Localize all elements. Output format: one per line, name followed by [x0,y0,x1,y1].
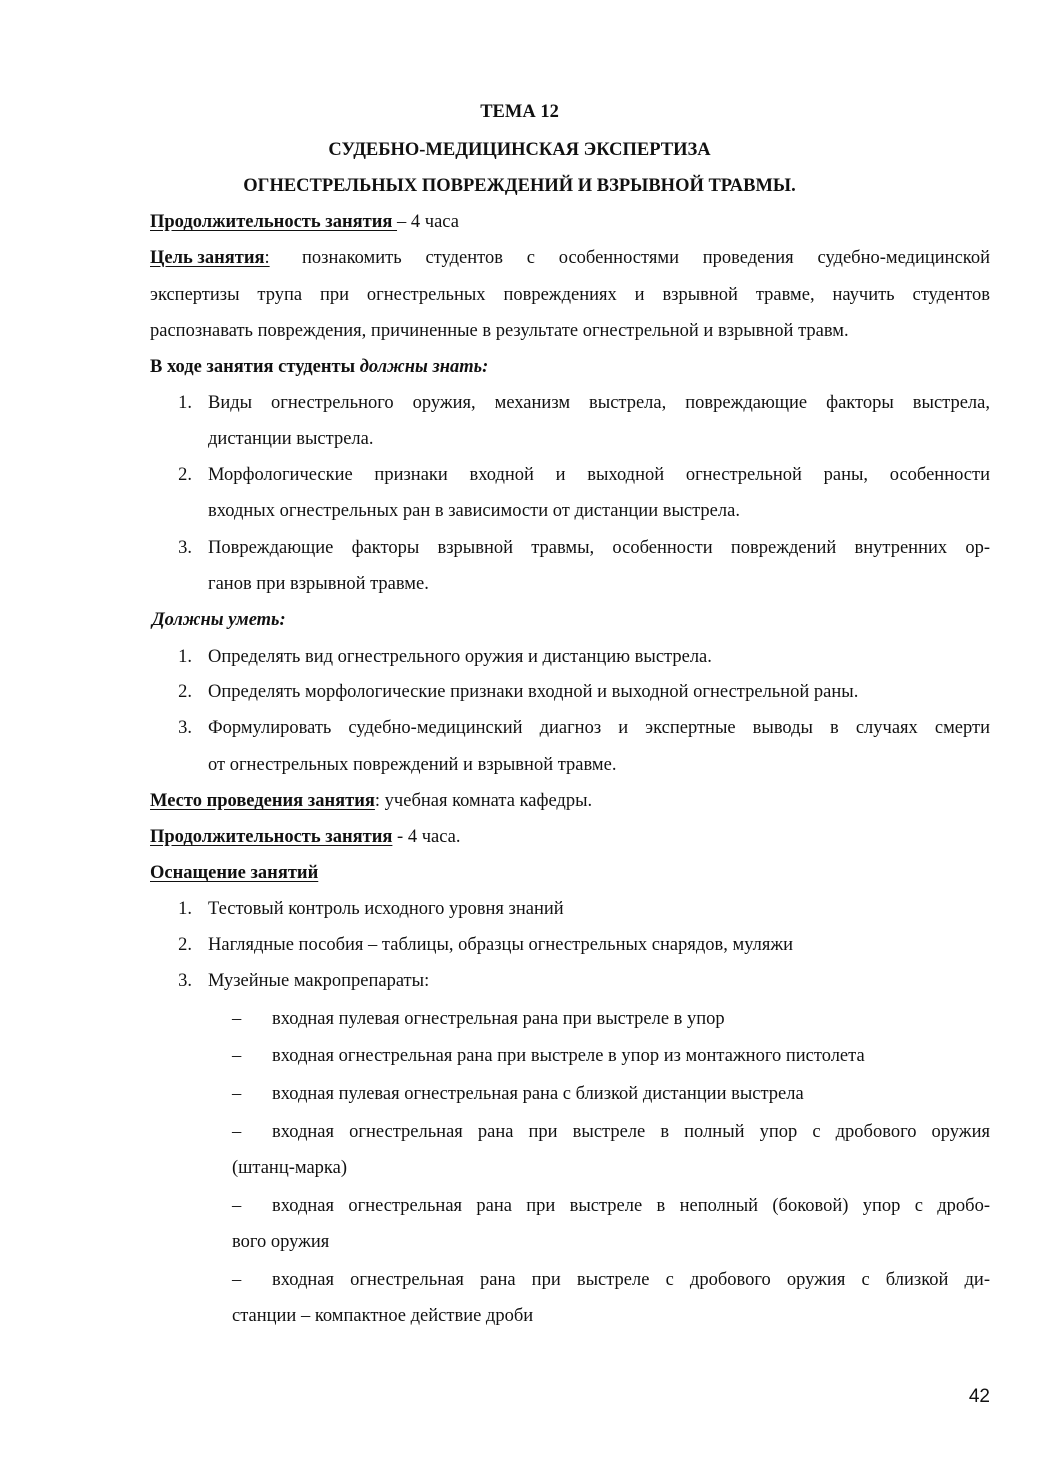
list-number: 1. [178,899,192,919]
specimen-continuation: вого оружия [232,1232,330,1252]
duration-label-2: Продолжительность занятия [150,827,393,847]
goal-colon: : [264,248,270,268]
list-item-text: Виды огнестрельного оружия, механизм выстрела, повреждающие факторы выстрела, [208,393,990,413]
duration-value-2: - 4 часа. [392,827,461,847]
list-item-continuation: от огнестрельных повреждений и взрывной травме. [208,755,617,775]
list-number: 3. [178,718,192,738]
list-item-text: Музейные макропрепараты: [208,971,430,991]
know-heading [150,356,488,378]
list-number: 2. [178,682,192,702]
list-item-text: Наглядные пособия – таблицы, образцы огнестрельных снарядов, муляжи [208,935,794,955]
specimen-text: входная пулевая огнестрельная рана с близкой дистанции выстрела [272,1084,804,1104]
specimen-text: входная огнестрельная рана при выстреле в полный упор с дробового оружия [272,1122,990,1142]
know-heading-italic: должны знать: [359,357,489,377]
duration-value: – 4 часа [397,212,459,232]
place-label: Место проведения занятия [150,791,375,811]
place-row [150,790,592,812]
duration-label: Продолжительность занятия [150,212,398,232]
goal-label: Цель занятия [150,248,265,268]
list-item-text: Тестовый контроль исходного уровня знаний [208,899,564,919]
list-number: 2. [178,465,192,485]
dash-bullet: – [232,1009,242,1029]
dash-bullet: – [232,1084,242,1104]
goal-row [150,247,990,269]
specimen-continuation: (штанц-марка) [232,1158,348,1178]
dash-bullet: – [232,1046,242,1066]
equipment-heading: Оснащение занятий [150,863,319,883]
list-item-text: Повреждающие факторы взрывной травмы, особенности повреждений внутренних ор- [208,538,990,558]
specimen-text: входная огнестрельная рана при выстреле в упор из монтажного пистолета [272,1046,865,1066]
place-value: : учебная комната кафедры. [374,791,593,811]
dash-bullet: – [232,1270,242,1290]
list-number: 3. [178,538,192,558]
list-number: 1. [178,647,192,667]
goal-text-line-2: экспертизы трупа при огнестрельных повреждениях и взрывной травме, научить студентов [150,285,990,305]
skills-heading: Должны уметь: [152,610,286,630]
list-item-text: Морфологические признаки входной и выходной огнестрельной раны, особенности [208,465,990,485]
page-title-line-1: СУДЕБНО-МЕДИЦИНСКАЯ ЭКСПЕРТИЗА [328,140,711,160]
specimen-text: входная пулевая огнестрельная рана при выстреле в упор [272,1009,725,1029]
list-item-continuation: ганов при взрывной травме. [208,574,429,594]
specimen-text: входная огнестрельная рана при выстреле в неполный (боковой) упор с дробо- [272,1196,990,1216]
page-number: 42 [968,1386,990,1407]
list-number: 3. [178,971,192,991]
list-number: 1. [178,393,192,413]
list-item-text: Определять вид огнестрельного оружия и дистанцию выстрела. [208,647,712,667]
list-item-continuation: дистанции выстрела. [208,429,374,449]
goal-text-line-3: распознавать повреждения, причиненные в результате огнестрельной и взрывной травм. [150,321,849,341]
list-item-text: Определять морфологические признаки входной и выходной огнестрельной раны. [208,682,859,702]
topic-number: ТЕМА 12 [480,102,559,122]
page-title-line-2: ОГНЕСТРЕЛЬНЫХ ПОВРЕЖДЕНИЙ И ВЗРЫВНОЙ ТРАВМЫ. [243,176,796,196]
goal-text-line-1: познакомить студентов с особенностями проведения судебно-медицинской [302,248,990,268]
specimen-text: входная огнестрельная рана при выстреле с дробового оружия с близкой ди- [272,1270,990,1290]
list-item-continuation: входных огнестрельных ран в зависимости от дистанции выстрела. [208,501,740,521]
dash-bullet: – [232,1196,242,1216]
list-item-text: Формулировать судебно-медицинский диагноз и экспертные выводы в случаях смерти [208,718,990,738]
know-heading-plain: В ходе занятия студенты [150,357,360,377]
duration-row [150,211,459,233]
duration-row-2 [150,826,460,848]
dash-bullet: – [232,1122,242,1142]
list-number: 2. [178,935,192,955]
specimen-continuation: станции – компактное действие дроби [232,1306,534,1326]
